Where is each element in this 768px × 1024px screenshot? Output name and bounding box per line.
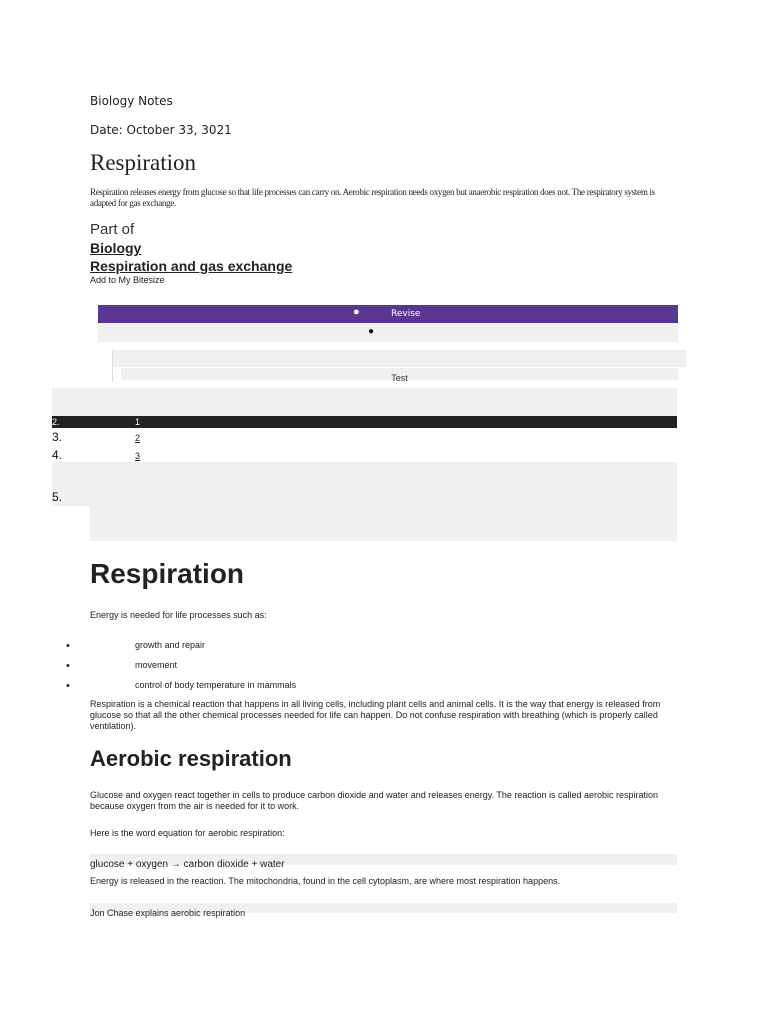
equation-intro: Here is the word equation for aerobic respiration: [90,828,285,838]
list-item-growth: growth and repair [135,640,206,650]
page-3-link[interactable]: 3 [135,451,141,461]
list-number-3: 3. [52,430,63,444]
revise-tab-bar[interactable] [98,305,678,323]
respiration-paragraph: Respiration is a chemical reaction that happens in all living cells, including plant cells and animal cells. It is the way that energy is released from glucose so that all the other chemical processes needed for life can happen. Do not confuse respiration with breathing (which is properly called ventilation). [90,699,661,731]
page-title: Respiration [90,150,197,175]
revise-tab-label: Revise [391,309,421,319]
subrow-bullet-icon: ● [368,326,375,337]
aerobic-heading: Aerobic respiration [90,746,292,771]
video-caption: Jon Chase explains aerobic respiration [90,908,246,918]
intro-summary: Respiration releases energy from glucose so that life processes can carry on. Aerobic respiration needs oxygen but anaerobic respiration does not. The respiratory system is adapted for gas exchange. [90,187,655,208]
revise-bullet-icon: ● [353,306,360,318]
mitochondria-text: Energy is released in the reaction. The mitochondria, found in the cell cytoplasm, are where most respiration happens. [90,876,561,886]
word-equation [90,854,677,870]
media-placeholder [90,506,677,541]
test-tab-label: Test [391,373,408,383]
test-tab-container [112,350,686,382]
respiration-gas-exchange-link[interactable]: Respiration and gas exchange [90,258,293,274]
list-bullet-icon: • [66,640,70,652]
video-caption-bar[interactable] [90,903,677,918]
page-1-link: 1 [135,417,141,427]
notes-date: Date: October 33, 3021 [90,123,232,137]
pagination-top-panel [52,388,677,416]
biology-link[interactable]: Biology [90,240,142,256]
list-number-4: 4. [52,448,63,462]
article-heading: Respiration [90,558,245,589]
list-item-temperature: control of body temperature in mammals [135,680,297,690]
page-2-link[interactable]: 2 [135,433,141,443]
test-tab-button[interactable] [121,368,678,383]
list-number-2: 2. [52,417,60,427]
list-bullet-icon: • [66,680,70,692]
part-of-label: Part of [90,221,135,238]
test-tab-header [113,350,686,367]
notes-title: Biology Notes [90,94,173,108]
pagination-bottom-panel [52,462,677,506]
active-page-bar[interactable] [52,416,677,428]
list-bullet-icon: • [66,660,70,672]
list-number-5: 5. [52,490,63,504]
article-lead: Energy is needed for life processes such as: [90,610,267,620]
aerobic-paragraph: Glucose and oxygen react together in cells to produce carbon dioxide and water and releases energy. The reaction is called aerobic respiration because oxygen from the air is needed for it to work. [90,790,659,811]
list-item-movement: movement [135,660,178,670]
revise-subrow [98,323,678,342]
word-equation-text: glucose + oxygen → carbon dioxide + water [90,859,285,870]
add-to-bitesize-link[interactable]: Add to My Bitesize [90,275,165,285]
